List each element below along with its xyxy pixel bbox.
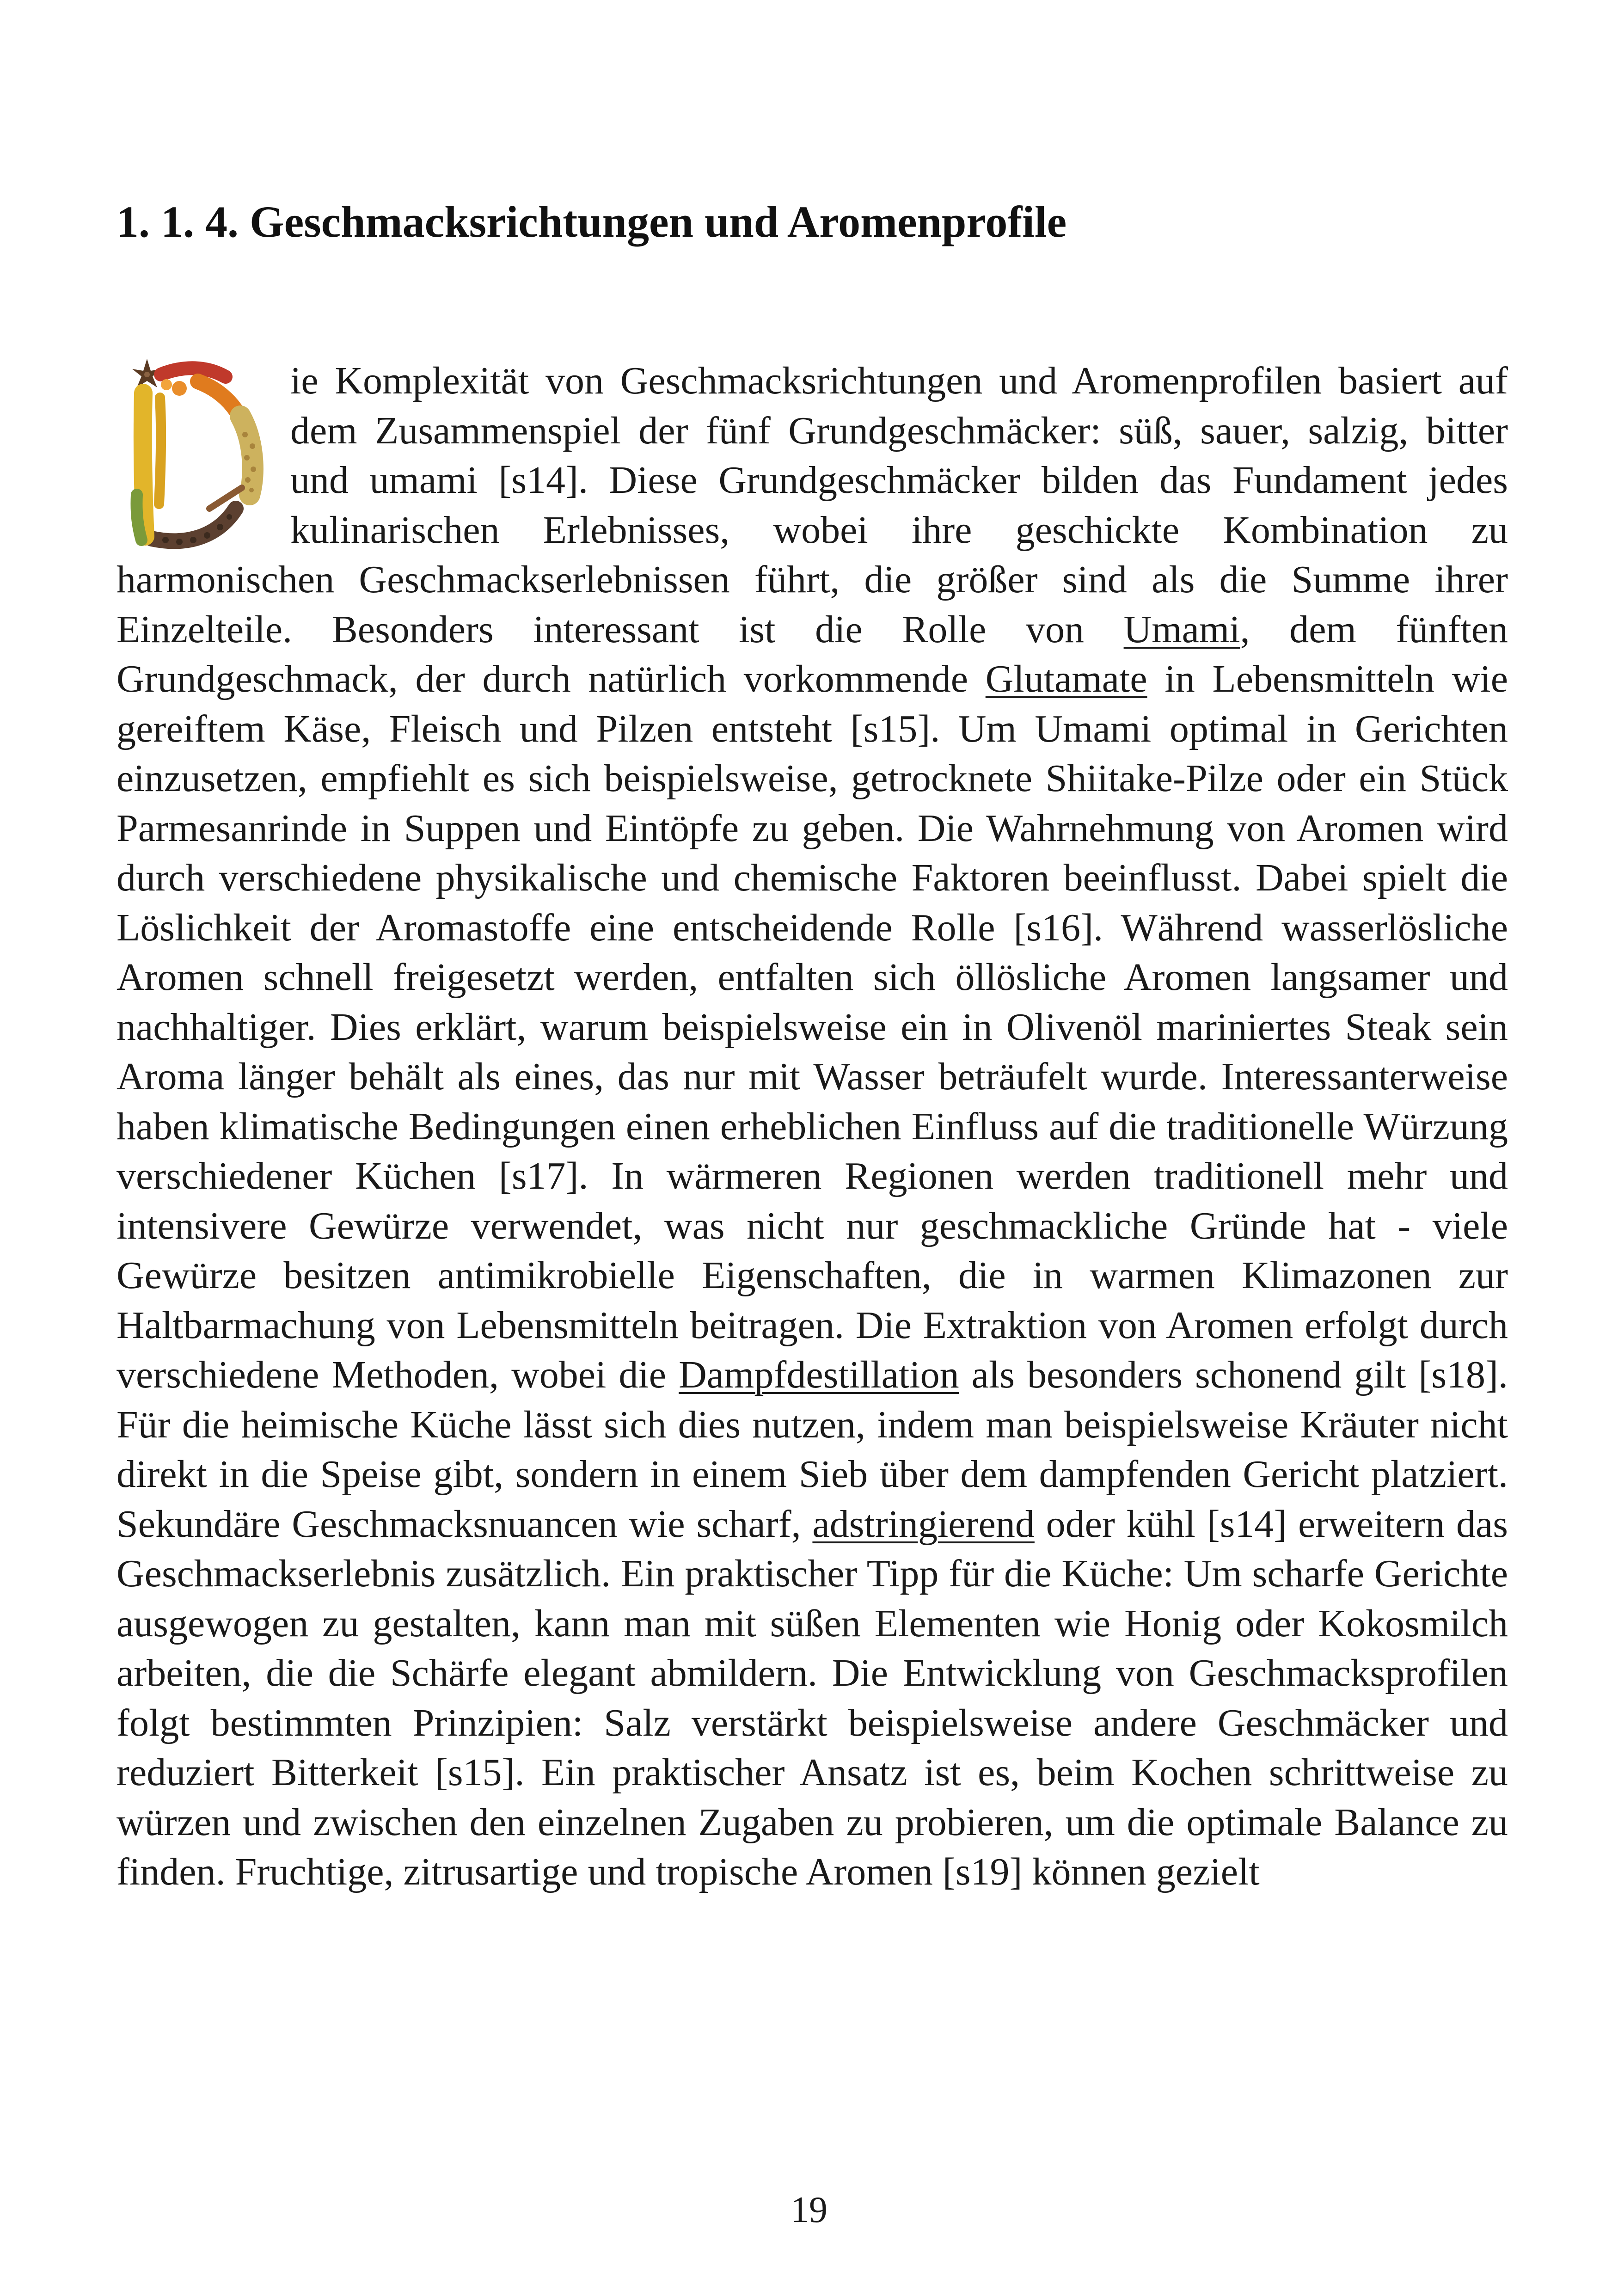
section-heading: 1. 1. 4. Geschmacksrichtungen und Aromenprofile — [116, 197, 1067, 246]
spice-letter-d-icon — [115, 356, 275, 555]
term-adstringierend: adstringierend — [812, 1502, 1035, 1546]
term-dampfdestillation: Dampfdestillation — [679, 1353, 959, 1396]
body-paragraph: ie Komplexität von Geschmacksrichtungen und Aromenprofilen basiert auf dem Zusammenspiel der fünf Grundgeschmäcker: süß, sauer, salzig, bitter und umami [s14]. Diese Grundgeschmäcker bilden das Fundament jedes kulinarischen Erlebnisses, wobei ihre geschickte Kombination zu harmonischen Geschmackserlebnissen führt, die größer sind als die Summe ihrer Einzelteile. Besonders interessant ist die Rolle von Umami, dem fünften Grundgeschmack, der durch natürlich vorkommende Glutamate in Lebensmitteln wie gereiftem Käse, Fleisch und Pilzen entsteht [s15]. Um Umami optimal in Gerichten einzusetzen, empfiehlt es sich beispielsweise, getrocknete Shiitake-Pilze oder ein Stück Parmesanrinde in Suppen und Eintöpfe zu geben. Die Wahrnehmung von Aromen wird durch verschiedene physikalische und chemische Faktoren beeinflusst. Dabei spielt die Löslichkeit der Aromastoffe eine entscheidende Rolle [s16]. Während wasserlösliche Aromen schnell freigesetzt werden, entfalten sich öllösliche Aromen langsamer und nachhaltiger. Dies erklärt, warum beispielsweise ein in Olivenöl mariniertes Steak sein Aroma länger behält als eines, das nur mit Wasser beträufelt wurde. Interessanterweise haben klimatische Bedingungen einen erheblichen Einfluss auf die traditionelle Würzung verschiedener Küchen [s17]. In wärmeren Regionen werden traditionell mehr und intensivere Gewürze verwendet, was nicht nur geschmackliche Gründe hat - viele Gewürze besitzen antimikrobielle Eigenschaften, die in warmen Klimazonen zur Haltbarmachung von Lebensmitteln beitragen. Die Extraktion von Aromen erfolgt durch verschiedene Methoden, wobei die Dampfdestillation als besonders schonend gilt [s18]. Für die heimische Küche lässt sich dies nutzen, indem man beispielsweise Kräuter nicht direkt in die Speise gibt, sondern in einem Sieb über dem dampfenden Gericht platziert. Sekundäre Geschmacksnuancen wie scharf, adstringierend oder kühl [s14] erweitern das Geschmackserlebnis zusätzlich. Ein praktischer Tipp für die Küche: Um scharfe Gerichte ausgewogen zu gestalten, kann man mit süßen Elementen wie Honig oder Kokosmilch arbeiten, die die Schärfe elegant abmildern. Die Entwicklung von Geschmacksprofilen folgt bestimmten Prinzipien: Salz verstärkt beispielsweise andere Geschmäcker und reduziert Bitterkeit [s15]. Ein praktischer Ansatz ist es, beim Kochen schrittweise zu würzen und zwischen den einzelnen Zugaben zu probieren, um die optimale Balance zu finden. Fruchtige, zitrusartige und tropische Aromen [s19] können gezielt — [116, 356, 1508, 1897]
page-number: 19 — [791, 2190, 827, 2230]
term-glutamate: Glutamate — [985, 657, 1147, 700]
term-umami: Umami — [1123, 608, 1240, 651]
